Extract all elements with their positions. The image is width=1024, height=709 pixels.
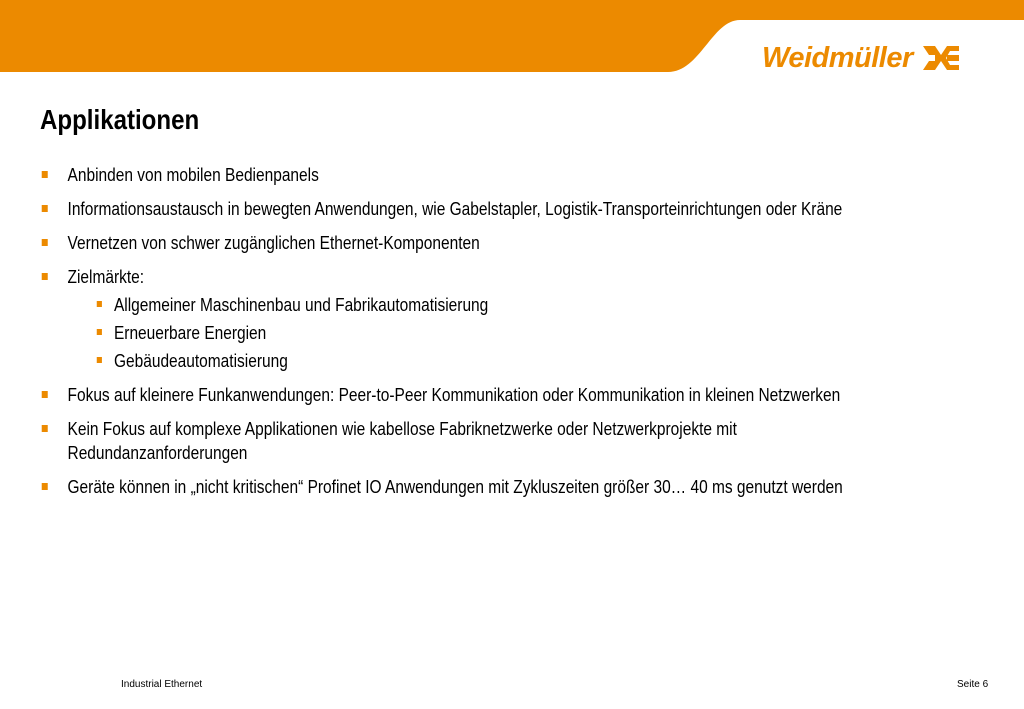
brand-logo [762,38,961,78]
sub-bullet-item [95,349,969,373]
bullet-text: Anbinden von mobilen Bedienpanels [67,165,319,185]
sub-bullet-list [68,293,969,373]
sub-bullet-item [95,293,969,317]
bullet-list [40,163,969,509]
bullet-item [40,475,969,499]
sub-bullet-text: Allgemeiner Maschinenbau und Fabrikautomatisierung [113,295,489,315]
bullet-text: Kein Fokus auf komplexe Applikationen wie kabellose Fabriknetzwerke oder Netzwerkprojekte mit Redundanzanforderungen [67,419,737,463]
bullet-square-icon [42,425,48,432]
bullet-item [40,383,969,407]
bullet-square-icon [42,171,48,178]
weidmueller-logo-mark-icon [921,42,961,74]
page-title: Applikationen [40,104,200,135]
sub-bullet-text: Gebäudeautomatisierung [113,351,288,371]
bullet-text: Informationsaustausch in bewegten Anwendungen, wie Gabelstapler, Logistik-Transporteinrichtungen oder Kräne [67,199,843,219]
bullet-item [40,265,969,373]
footer-label: Industrial Ethernet [121,679,203,690]
bullet-square-icon [42,239,48,246]
page-number: Seite 6 [957,679,989,690]
bullet-item [40,197,969,221]
bullet-item [40,231,969,255]
bullet-square-icon [42,483,48,490]
bullet-square-icon [42,205,48,212]
bullet-text: Fokus auf kleinere Funkanwendungen: Peer-to-Peer Kommunikation oder Kommunikation in kleinen Netzwerken [67,385,841,405]
bullet-item [40,163,969,187]
sub-bullet-item [95,321,969,345]
bullet-square-icon [42,273,48,280]
bullet-text: Vernetzen von schwer zugänglichen Ethernet-Komponenten [67,233,480,253]
bullet-square-icon [97,301,102,307]
bullet-text: Zielmärkte: [67,267,145,287]
bullet-square-icon [42,391,48,398]
bullet-square-icon [97,357,102,363]
bullet-text: Geräte können in „nicht kritischen“ Profinet IO Anwendungen mit Zykluszeiten größer 30… 40 ms genutzt werden [67,477,843,497]
brand-logo-text: Weidmüller [762,41,913,74]
bullet-square-icon [97,329,102,335]
sub-bullet-text: Erneuerbare Energien [113,323,267,343]
bullet-item [40,417,824,465]
